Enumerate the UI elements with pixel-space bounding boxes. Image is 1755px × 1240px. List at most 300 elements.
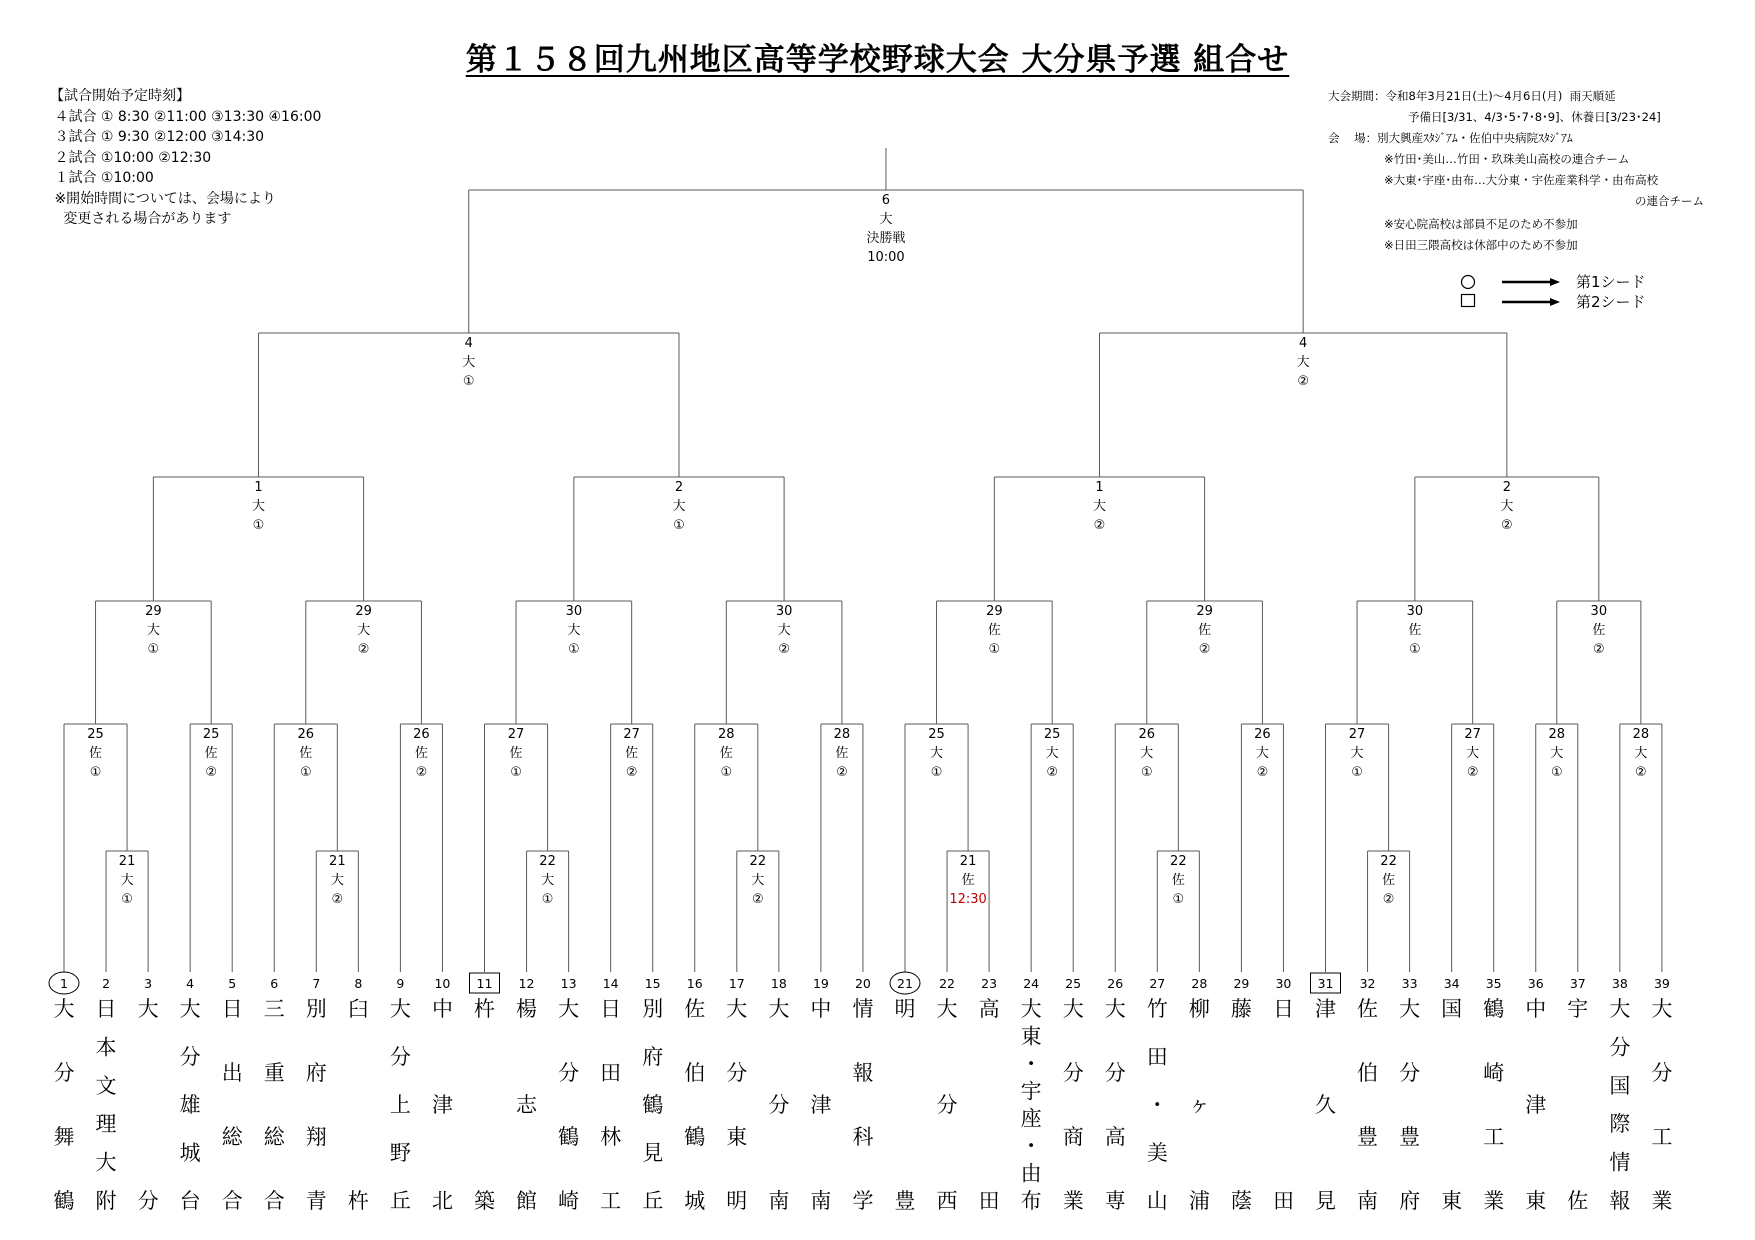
- match-label: ②: [625, 765, 638, 780]
- team-name-char: 総: [221, 1125, 243, 1149]
- match-label: 21: [118, 854, 136, 869]
- team-number: 23: [981, 976, 998, 991]
- team-name-char: 大: [1399, 997, 1421, 1021]
- team-number: 13: [560, 976, 577, 991]
- team-name-char: 田: [600, 1061, 622, 1085]
- team-name-char: 見: [642, 1141, 664, 1165]
- team-name-char: 豊: [1399, 1125, 1421, 1149]
- team-name-char: 情: [852, 997, 874, 1021]
- joint-team-note-2: ※大東･宇座･由布…大分東・宇佐産業科学・由布高校: [1384, 173, 1659, 187]
- team-name-char: 美: [1146, 1141, 1168, 1165]
- match-label: ②: [331, 892, 344, 907]
- match-label: 佐: [961, 873, 975, 888]
- team-name-char: 総: [263, 1125, 285, 1149]
- match-label: ②: [778, 642, 790, 657]
- match-label: 大: [1500, 499, 1514, 514]
- team-name-char: 中: [1525, 997, 1547, 1021]
- team-name-char: 東: [1020, 1024, 1042, 1049]
- team-name-char: 南: [1357, 1189, 1379, 1213]
- match-label: ①: [1140, 765, 1153, 780]
- team-name-char: 学: [852, 1189, 874, 1213]
- team-name-char: 丘: [389, 1189, 411, 1213]
- team-name-char: 業: [1062, 1189, 1084, 1213]
- match-label: 大: [1634, 746, 1648, 761]
- match-label: 佐: [1198, 623, 1212, 638]
- schedule-note: 変更される場合があります: [50, 211, 232, 227]
- team-name-char: 東: [1525, 1189, 1547, 1213]
- match-label: 大: [1140, 746, 1154, 761]
- match-label: 30: [775, 604, 793, 619]
- team-number: 35: [1485, 976, 1502, 991]
- match-label: 大: [357, 623, 371, 638]
- team-name-char: 佐: [1567, 1189, 1589, 1213]
- match-label: ①: [988, 642, 1001, 657]
- team-name-char: 雄: [179, 1093, 201, 1117]
- match-label: ①: [252, 518, 265, 533]
- match-label: 佐: [835, 746, 849, 761]
- team-name-char: 鶴: [558, 1125, 580, 1149]
- match-label: 佐: [1408, 623, 1422, 638]
- team-name-char: 杵: [347, 1189, 369, 1213]
- match-label: 22: [539, 854, 556, 869]
- team-name-char: 津: [1315, 997, 1336, 1021]
- team-name-char: 崎: [558, 1189, 580, 1213]
- team-name-char: 佐: [684, 997, 706, 1021]
- team-name-char: 分: [558, 1061, 580, 1085]
- team-name-char: ヶ: [1188, 1093, 1210, 1117]
- team-number: 8: [354, 976, 363, 991]
- team-name-char: 青: [305, 1189, 327, 1213]
- team-name-char: 豊: [1357, 1125, 1379, 1149]
- team-number: 27: [1149, 976, 1166, 991]
- team-name-char: 東: [1441, 1189, 1463, 1213]
- team-number: 38: [1611, 976, 1628, 991]
- match-label: 大: [251, 499, 265, 514]
- match-label: ①: [1351, 765, 1363, 780]
- match-label: 28: [718, 727, 735, 742]
- team-number: 17: [728, 976, 745, 991]
- match-label: 22: [1170, 854, 1187, 869]
- team-name-char: 大: [1651, 997, 1673, 1021]
- team-number: 29: [1233, 976, 1250, 991]
- schedule-heading: 【試合開始予定時刻】: [50, 88, 190, 104]
- team-name-char: 別: [305, 997, 327, 1021]
- reserve-days: 予備日[3/31、4/3･5･7･8･9]、休養日[3/23･24]: [1408, 110, 1661, 124]
- match-label: 26: [413, 727, 430, 742]
- match-label: 佐: [987, 623, 1001, 638]
- team-name-char: 情: [1609, 1150, 1631, 1175]
- match-label: 佐: [204, 746, 218, 761]
- match-label: ②: [1046, 765, 1059, 780]
- team-name-char: 際: [1609, 1112, 1631, 1137]
- team-number: 25: [1065, 976, 1082, 991]
- team-name-char: 大: [95, 1150, 117, 1175]
- team-name-char: 蔭: [1230, 1189, 1252, 1213]
- team-name-char: 報: [1609, 1189, 1631, 1213]
- match-label: ②: [1501, 518, 1513, 533]
- match-label: ①: [462, 374, 475, 389]
- tournament-period: 大会期間：令和8年3月21日(土)～4月6日(月) 雨天順延: [1328, 89, 1616, 103]
- team-name-char: 南: [810, 1189, 832, 1213]
- schedule-note: ※開始時間については、会場により: [50, 190, 276, 207]
- match-label: 佐: [625, 746, 639, 761]
- match-label: ②: [1093, 518, 1106, 533]
- team-name-char: 台: [179, 1189, 201, 1213]
- team-name-char: 館: [516, 1189, 538, 1213]
- team-name-char: 大: [137, 997, 159, 1021]
- team-name-char: 鶴: [1483, 997, 1505, 1021]
- match-label: 21: [959, 854, 977, 869]
- team-number: 3: [144, 976, 153, 991]
- match-label: 30: [1590, 604, 1608, 619]
- team-name-char: 由: [1020, 1161, 1042, 1186]
- team-name-char: ・: [1020, 1134, 1042, 1159]
- team-name-char: 城: [179, 1141, 201, 1165]
- match-label: 26: [1138, 727, 1156, 742]
- team-name-char: 別: [642, 997, 664, 1021]
- team-number: 4: [186, 976, 195, 991]
- schedule-line: １試合 ①10:00: [50, 170, 154, 186]
- team-name-char: 北: [431, 1189, 453, 1213]
- match-label: ①: [568, 642, 580, 657]
- team-name-char: 鶴: [642, 1093, 664, 1117]
- team-name-char: 明: [726, 1189, 748, 1213]
- team-number: 2: [102, 976, 111, 991]
- team-number: 1: [60, 976, 68, 991]
- team-name-char: 大: [1104, 997, 1126, 1021]
- match-label: 佐: [719, 746, 733, 761]
- team-name-char: 大: [1062, 997, 1084, 1021]
- team-name-char: 合: [221, 1189, 243, 1213]
- match-label: 1: [254, 480, 263, 495]
- title-text: 第１５８回九州地区高等学校野球大会 大分県予選 組合せ: [465, 42, 1290, 78]
- match-label: ②: [415, 765, 428, 780]
- team-name-char: 分: [389, 1045, 411, 1069]
- team-number: 20: [854, 976, 871, 991]
- match-label: ①: [147, 642, 160, 657]
- team-name-char: 科: [852, 1125, 874, 1149]
- team-name-char: 附: [95, 1189, 117, 1213]
- match-label: ②: [1382, 892, 1395, 907]
- schedule-line: ３試合 ① 9:30 ②12:00 ③14:30: [50, 129, 265, 145]
- team-name-char: 高: [978, 997, 1000, 1021]
- match-label: ①: [1172, 892, 1185, 907]
- team-name-char: 崎: [1483, 1061, 1505, 1085]
- team-name-char: 分: [936, 1093, 958, 1117]
- match-label: 10:00: [867, 250, 905, 265]
- team-name-char: 津: [1525, 1093, 1547, 1117]
- team-number: 22: [939, 976, 956, 991]
- match-label: ①: [720, 765, 733, 780]
- team-name-char: 大: [558, 997, 580, 1021]
- team-name-char: 久: [1315, 1093, 1336, 1117]
- team-name-char: 上: [389, 1093, 411, 1117]
- match-label: 22: [1380, 854, 1397, 869]
- match-label: 30: [1406, 604, 1424, 619]
- team-name-char: 柳: [1188, 997, 1210, 1021]
- match-label: 大: [1296, 355, 1310, 370]
- match-label: 27: [1348, 727, 1366, 742]
- joint-team-note-1: ※竹田･美山…竹田・玖珠美山高校の連合チーム: [1384, 152, 1630, 166]
- absence-note-2: ※日田三隈高校は休部中のため不参加: [1384, 238, 1578, 252]
- team-name-char: 中: [431, 997, 453, 1021]
- team-number: 24: [1023, 976, 1040, 991]
- team-number: 19: [812, 976, 829, 991]
- team-name-char: 城: [684, 1189, 706, 1213]
- team-number: 30: [1275, 976, 1292, 991]
- team-name-char: 分: [1651, 1061, 1673, 1085]
- team-number: 5: [228, 976, 237, 991]
- team-number: 31: [1317, 976, 1334, 991]
- team-name-char: 国: [1609, 1073, 1631, 1098]
- schedule-line: ２試合 ①10:00 ②12:30: [50, 149, 212, 166]
- match-label: 27: [623, 727, 640, 742]
- team-name-char: 豊: [894, 1189, 916, 1213]
- team-name-char: 浦: [1188, 1189, 1210, 1213]
- match-label: 4: [464, 336, 473, 351]
- team-name-char: 築: [474, 1189, 495, 1213]
- team-name-char: 日: [95, 997, 117, 1021]
- match-label: 大: [146, 623, 160, 638]
- match-label: ①: [510, 765, 522, 780]
- match-label: ①: [673, 518, 685, 533]
- team-number: 10: [434, 976, 451, 991]
- team-number: 6: [270, 976, 279, 991]
- team-name-char: 分: [137, 1189, 159, 1213]
- match-label: 大: [330, 873, 344, 888]
- team-name-char: 分: [1399, 1061, 1421, 1085]
- team-name-char: 鶴: [684, 1125, 706, 1149]
- team-name-char: 田: [1146, 1045, 1168, 1069]
- second-seed-label: 第2シード: [1576, 293, 1646, 311]
- match-label: ①: [541, 892, 554, 907]
- team-name-char: 林: [600, 1125, 622, 1149]
- match-label: 大: [1255, 746, 1269, 761]
- team-name-char: 日: [1272, 997, 1294, 1021]
- team-name-char: 文: [95, 1073, 117, 1098]
- team-name-char: 大: [53, 997, 75, 1021]
- match-label: 29: [986, 604, 1003, 619]
- match-label: ①: [299, 765, 312, 780]
- match-label: 大: [1045, 746, 1059, 761]
- absence-note-1: ※安心院高校は部員不足のため不参加: [1384, 217, 1578, 231]
- team-name-char: 楊: [516, 997, 538, 1021]
- team-name-char: 分: [768, 1093, 790, 1117]
- team-name-char: 専: [1104, 1189, 1126, 1213]
- match-label: 大: [120, 873, 134, 888]
- team-name-char: 高: [1104, 1125, 1126, 1149]
- team-name-char: 府: [1399, 1189, 1421, 1213]
- team-number: 11: [476, 976, 493, 991]
- match-label: 佐: [1171, 873, 1185, 888]
- team-name-char: 宇: [1567, 997, 1589, 1021]
- team-name-char: 志: [516, 1093, 538, 1117]
- match-label: 25: [1043, 727, 1061, 742]
- team-name-char: 分: [726, 1061, 748, 1085]
- team-name-char: 分: [53, 1061, 75, 1085]
- match-label: ②: [751, 892, 764, 907]
- team-name-char: ・: [1146, 1093, 1168, 1117]
- match-label: ①: [1550, 765, 1563, 780]
- team-name-char: 大: [389, 997, 411, 1021]
- team-name-char: 津: [431, 1093, 453, 1117]
- team-name-char: 明: [894, 997, 916, 1021]
- match-label: 4: [1299, 336, 1308, 351]
- team-name-char: 西: [936, 1189, 958, 1213]
- match-label: 27: [507, 727, 525, 742]
- team-name-char: 中: [810, 997, 832, 1021]
- match-label: 6: [881, 193, 891, 208]
- team-number: 14: [602, 976, 619, 991]
- match-label: 大: [541, 873, 555, 888]
- match-label: 佐: [299, 746, 313, 761]
- match-label: 佐: [89, 746, 103, 761]
- match-label: 大: [1092, 499, 1106, 514]
- team-name-char: 東: [726, 1125, 748, 1149]
- team-number: 21: [897, 976, 913, 991]
- team-name-char: 竹: [1146, 997, 1168, 1021]
- team-name-char: 見: [1315, 1189, 1336, 1213]
- team-name-char: 翔: [305, 1125, 327, 1149]
- team-name-char: 報: [852, 1061, 874, 1085]
- team-name-char: 丘: [642, 1189, 664, 1213]
- match-label: 決勝戦: [866, 231, 906, 246]
- team-number: 34: [1443, 976, 1460, 991]
- team-name-char: 伯: [684, 1061, 706, 1085]
- team-name-char: 本: [95, 1035, 117, 1060]
- team-name-char: 国: [1441, 997, 1463, 1021]
- team-name-char: 分: [179, 1045, 201, 1069]
- team-name-char: 合: [263, 1189, 285, 1213]
- team-name-char: 分: [1062, 1061, 1084, 1085]
- team-name-char: 座: [1020, 1106, 1042, 1131]
- team-number: 33: [1401, 976, 1418, 991]
- match-label: ②: [1592, 642, 1605, 657]
- match-label: 大: [751, 873, 765, 888]
- first-seed-label: 第1シード: [1576, 273, 1646, 291]
- team-name-char: 大: [936, 997, 958, 1021]
- match-label: 1: [1095, 480, 1104, 495]
- team-name-char: 日: [600, 997, 622, 1021]
- team-name-char: 舞: [53, 1125, 75, 1149]
- match-label: 大: [879, 212, 893, 227]
- team-number: 15: [644, 976, 661, 991]
- match-label: 大: [672, 499, 686, 514]
- match-label: ①: [930, 765, 943, 780]
- team-name-char: 業: [1651, 1189, 1673, 1213]
- team-number: 12: [518, 976, 535, 991]
- team-number: 36: [1527, 976, 1544, 991]
- match-label: 29: [145, 604, 162, 619]
- team-name-char: ・: [1020, 1051, 1042, 1076]
- team-number: 7: [312, 976, 321, 991]
- team-name-char: 田: [1272, 1189, 1294, 1213]
- match-label: ②: [1256, 765, 1269, 780]
- team-name-char: 田: [978, 1189, 1000, 1213]
- team-number: 32: [1359, 976, 1376, 991]
- match-label: 28: [1632, 727, 1650, 742]
- match-label: ②: [836, 765, 848, 780]
- team-number: 37: [1569, 976, 1586, 991]
- team-name-char: 府: [305, 1061, 327, 1085]
- team-name-char: 三: [263, 997, 285, 1021]
- match-label: ②: [357, 642, 370, 657]
- team-name-char: 宇: [1020, 1079, 1042, 1104]
- venue: 会 場：別大興産ｽﾀｼﾞｱﾑ・佐伯中央病院ｽﾀｼﾞｱﾑ: [1328, 131, 1573, 145]
- match-label: ②: [1198, 642, 1211, 657]
- team-number: 9: [396, 976, 405, 991]
- team-number: 28: [1191, 976, 1208, 991]
- match-label: 30: [565, 604, 583, 619]
- team-name-char: 大: [1020, 997, 1042, 1021]
- match-label: 2: [1502, 480, 1511, 495]
- match-label: 佐: [1382, 873, 1396, 888]
- match-label: 22: [749, 854, 767, 869]
- match-label: 2: [674, 480, 684, 495]
- team-number: 18: [770, 976, 787, 991]
- team-name-char: 分: [1609, 1035, 1631, 1060]
- team-name-char: 工: [1483, 1125, 1505, 1149]
- team-name-char: 伯: [1357, 1061, 1379, 1085]
- match-label: ②: [1466, 765, 1479, 780]
- schedule-line: ４試合 ① 8:30 ②11:00 ③13:30 ④16:00: [50, 108, 322, 125]
- team-name-char: 府: [642, 1045, 664, 1069]
- team-name-char: 臼: [347, 997, 369, 1021]
- team-name-char: 商: [1062, 1125, 1084, 1149]
- match-label: ②: [205, 765, 218, 780]
- team-name-char: 野: [389, 1141, 411, 1165]
- team-name-char: 杵: [474, 997, 495, 1021]
- team-name-char: 重: [263, 1061, 285, 1085]
- team-name-char: 分: [1104, 1061, 1126, 1085]
- match-label: 29: [1196, 604, 1213, 619]
- team-name-char: 理: [95, 1112, 117, 1137]
- team-name-char: 鶴: [53, 1189, 75, 1213]
- match-label: 27: [1464, 727, 1481, 742]
- match-label: 12:30: [949, 892, 987, 907]
- team-name-char: 日: [221, 997, 243, 1021]
- match-label: 大: [462, 355, 476, 370]
- match-label: 大: [1466, 746, 1480, 761]
- match-label: 佐: [509, 746, 523, 761]
- match-label: 佐: [1592, 623, 1606, 638]
- team-number: 26: [1107, 976, 1124, 991]
- match-label: ①: [121, 892, 133, 907]
- team-name-char: 工: [600, 1189, 622, 1213]
- match-label: 大: [1350, 746, 1364, 761]
- team-number: 39: [1653, 976, 1670, 991]
- match-label: 大: [1550, 746, 1564, 761]
- match-label: ①: [1409, 642, 1421, 657]
- match-label: 25: [202, 727, 220, 742]
- match-label: 大: [567, 623, 581, 638]
- match-label: 25: [87, 727, 104, 742]
- match-label: 25: [928, 727, 945, 742]
- match-label: 21: [329, 854, 346, 869]
- team-name-char: 大: [768, 997, 790, 1021]
- team-name-char: 津: [810, 1093, 832, 1117]
- team-name-char: 大: [726, 997, 748, 1021]
- match-label: ②: [1297, 374, 1309, 389]
- match-label: 大: [777, 623, 791, 638]
- team-name-char: 出: [221, 1061, 243, 1085]
- match-label: 26: [297, 727, 315, 742]
- match-label: 29: [355, 604, 372, 619]
- team-number: 16: [686, 976, 703, 991]
- team-name-char: 布: [1020, 1189, 1042, 1213]
- match-label: ①: [89, 765, 102, 780]
- team-name-char: 工: [1651, 1125, 1673, 1149]
